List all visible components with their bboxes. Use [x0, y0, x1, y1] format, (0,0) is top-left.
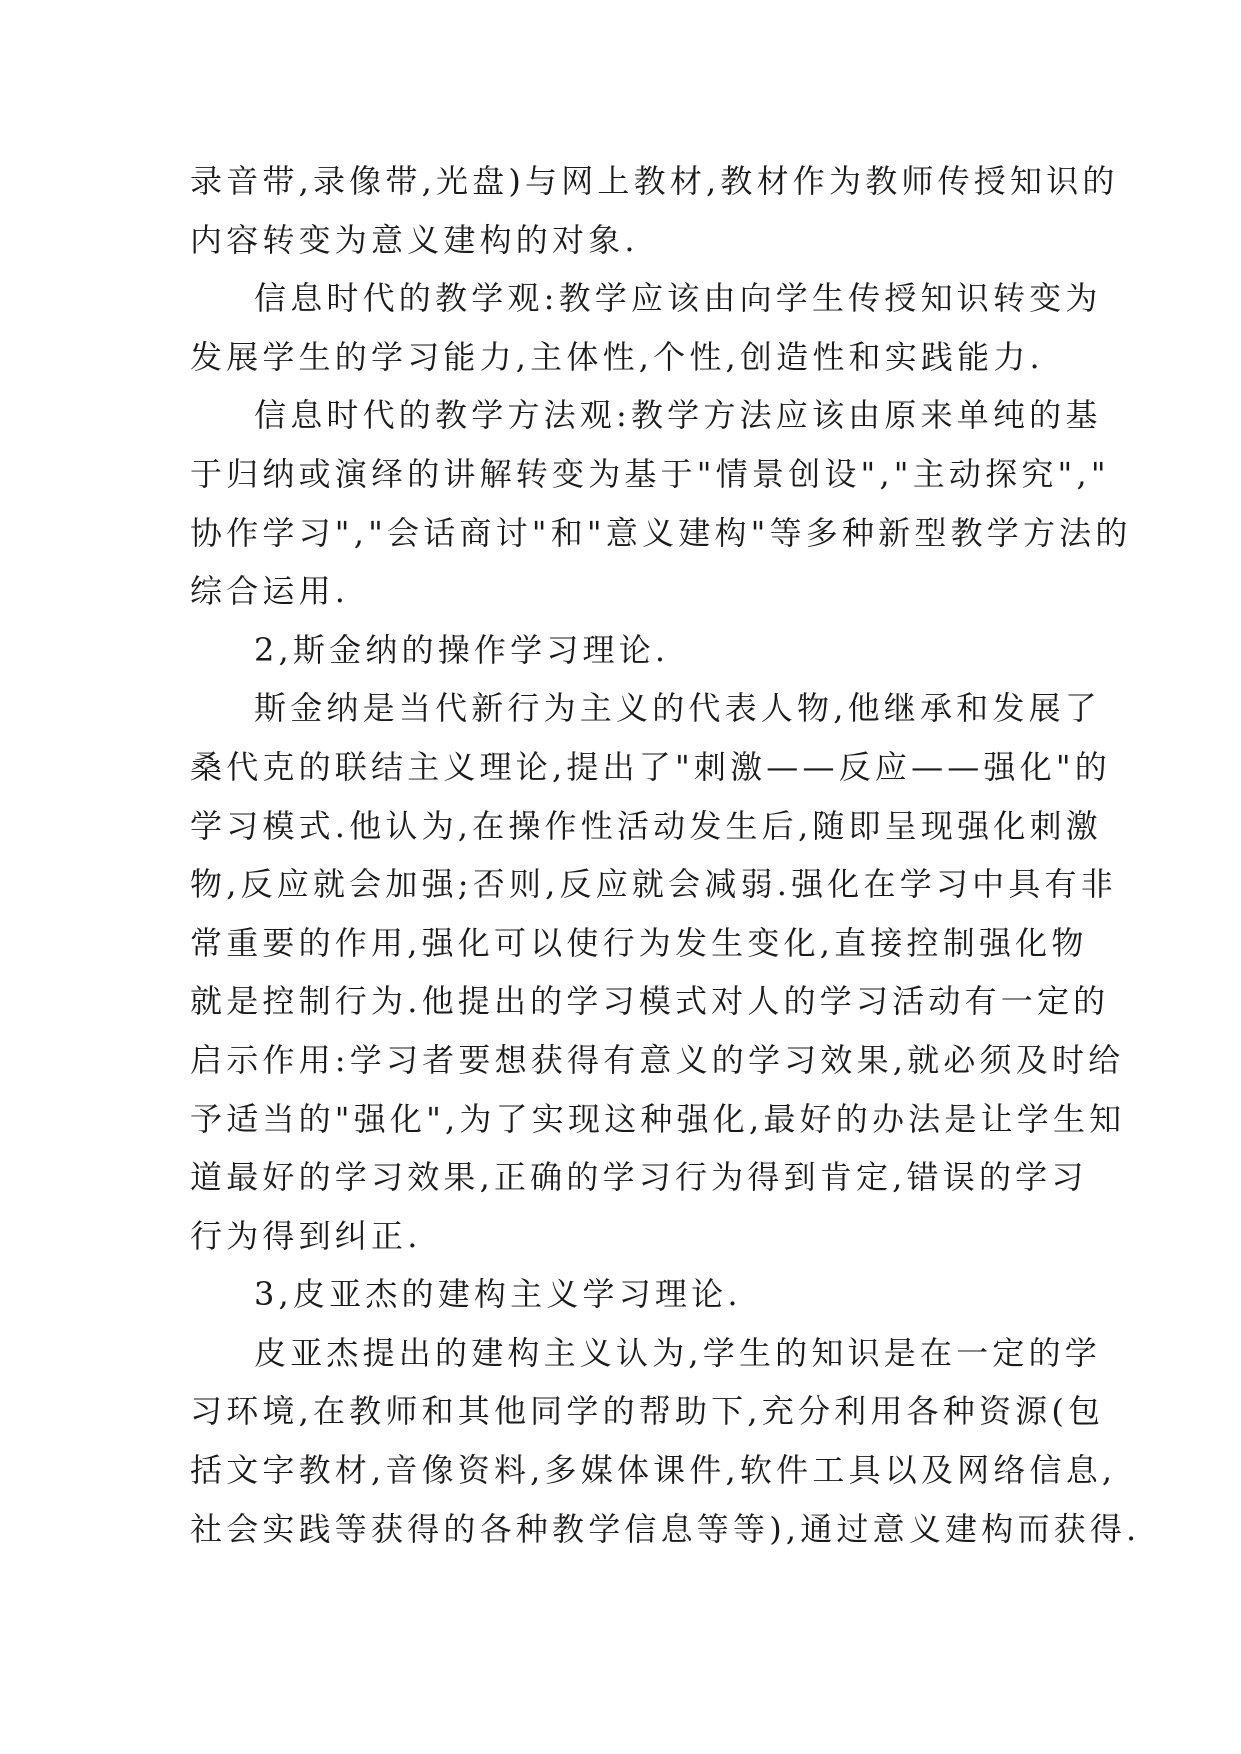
text-line: 予适当的"强化",为了实现这种强化,最好的办法是让学生知 — [190, 1099, 1126, 1138]
text-line: 内容转变为意义建构的对象. — [190, 220, 639, 259]
text-line: 行为得到纠正. — [190, 1216, 422, 1255]
text-line: 常重要的作用,强化可以使行为发生变化,直接控制强化物 — [190, 923, 1088, 962]
text-line: 综合运用. — [190, 572, 350, 611]
text-line: 习环境,在教师和其他同学的帮助下,充分利用各种资源(包 — [190, 1392, 1105, 1431]
text-line: 启示作用:学习者要想获得有意义的学习效果,就必须及时给 — [190, 1040, 1125, 1079]
text-line: 物,反应就会加强;否则,反应就会减弱.强化在学习中具有非 — [190, 865, 1117, 904]
section-heading: 2,斯金纳的操作学习理论. — [254, 630, 670, 669]
text-line: 社会实践等获得的各种教学信息等等),通过意义建构而获得. — [190, 1509, 1141, 1548]
section-heading: 3,皮亚杰的建构主义学习理论. — [254, 1275, 742, 1314]
text-line: 发展学生的学习能力,主体性,个性,创造性和实践能力. — [190, 337, 1044, 376]
text-line: 学习模式.他认为,在操作性活动发生后,随即呈现强化刺激 — [190, 806, 1102, 845]
text-line: 括文字教材,音像资料,多媒体课件,软件工具以及网络信息, — [190, 1451, 1117, 1490]
document-body — [190, 152, 1141, 1558]
text-line: 桑代克的联结主义理论,提出了"刺激——反应——强化"的 — [190, 747, 1112, 786]
text-line: 皮亚杰提出的建构主义认为,学生的知识是在一定的学 — [254, 1333, 1101, 1372]
text-line: 信息时代的教学方法观:教学方法应该由原来单纯的基 — [254, 396, 1102, 435]
text-line: 录音带,录像带,光盘)与网上教材,教材作为教师传授知识的 — [190, 162, 1119, 200]
text-line: 斯金纳是当代新行为主义的代表人物,他继承和发展了 — [254, 689, 1101, 728]
text-line: 道最好的学习效果,正确的学习行为得到肯定,错误的学习 — [190, 1158, 1088, 1197]
text-line: 就是控制行为.他提出的学习模式对人的学习活动有一定的 — [190, 982, 1110, 1021]
text-line: 于归纳或演绎的讲解转变为基于"情景创设","主动探究"," — [190, 454, 1110, 493]
text-line: 信息时代的教学观:教学应该由向学生传授知识转变为 — [254, 279, 1102, 318]
text-line: 协作学习","会话商讨"和"意义建构"等多种新型教学方法的 — [190, 513, 1132, 552]
